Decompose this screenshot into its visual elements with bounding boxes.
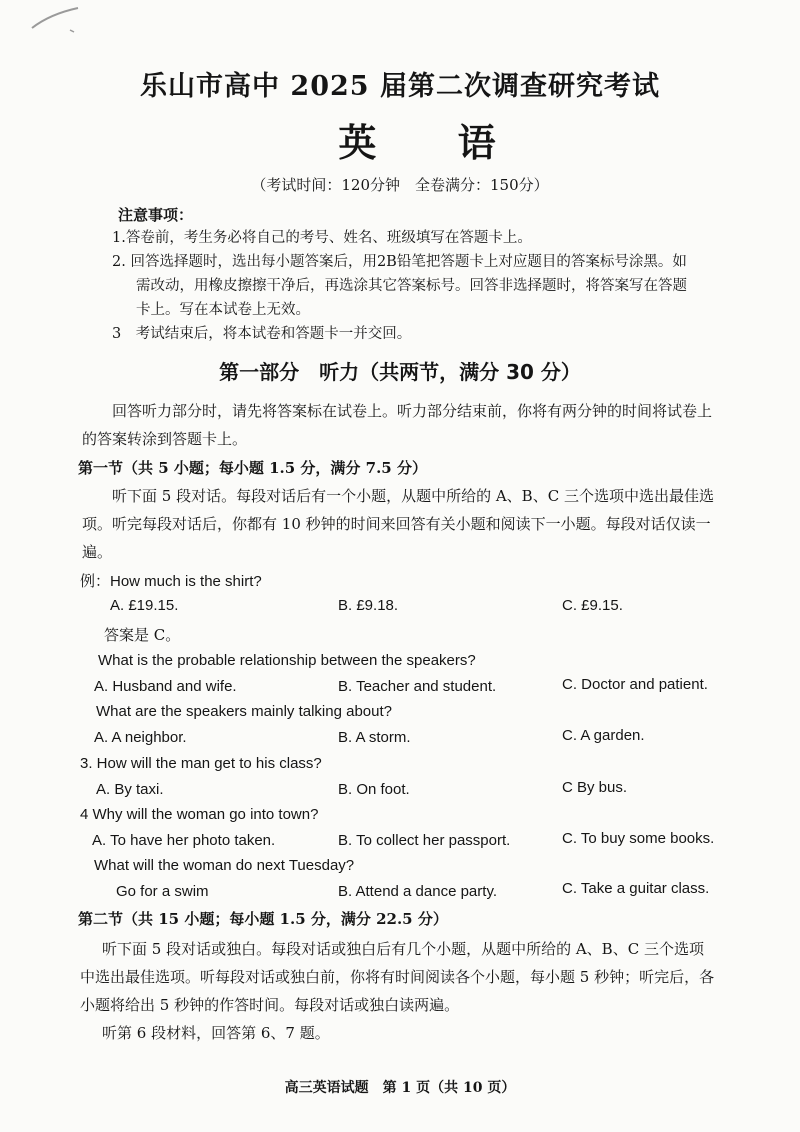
question-5: What will the woman do next Tuesday? (94, 857, 355, 874)
section1-instr-1: 听下面 5 段对话。每段对话后有一个小题，从题中所给的 A、B、C 三个选项中选出最佳选 (112, 487, 714, 505)
section2-title: 第二节（共 15 小题；每小题 1.5 分，满分 22.5 分） (78, 910, 448, 928)
q4-option-c: C. To buy some books. (562, 830, 715, 847)
part1-intro-2: 的答案转涂到答题卡上。 (82, 430, 248, 448)
section2-instr-2: 中选出最佳选项。听每段对话或独白前，你将有时间阅读各个小题，每小题 5 秒钟；听完后，各 (80, 968, 715, 986)
q5-option-c: C. Take a guitar class. (562, 880, 710, 897)
question-4: 4 Why will the woman go into town? (80, 806, 319, 823)
notice-item-2-cont2: 卡上。写在本试卷上无效。 (136, 302, 310, 318)
q3-option-b: B. On foot. (338, 781, 410, 798)
pen-scratch-mark (30, 4, 90, 34)
question-1: What is the probable relationship between the speakers? (98, 652, 476, 669)
example-answer: 答案是 C。 (104, 626, 181, 644)
subject-title: 英 语 (338, 120, 530, 165)
section1-instr-3: 遍。 (82, 543, 113, 561)
exam-title: 乐山市高中 2025 届第二次调查研究考试 (140, 71, 660, 102)
q5-option-b: B. Attend a dance party. (338, 883, 497, 900)
notice-title: 注意事项： (118, 206, 194, 224)
notice-item-2-cont: 需改动，用橡皮擦擦干净后，再选涂其它答案标号。回答非选择题时，将答案写在答题 (136, 278, 687, 294)
q5-option-a: Go for a swim (116, 883, 209, 900)
question-2: What are the speakers mainly talking about? (96, 703, 392, 720)
q1-option-a: A. Husband and wife. (94, 678, 237, 695)
notice-item-3: 3 考试结束后，将本试卷和答题卡一并交回。 (112, 326, 412, 342)
q2-option-c: C. A garden. (562, 727, 645, 744)
question-3: 3. How will the man get to his class? (80, 755, 322, 772)
example-option-b: B. £9.18. (338, 597, 399, 614)
section2-instr-3: 小题将给出 5 秒钟的作答时间。每段对话或独白读两遍。 (80, 996, 460, 1014)
section1-title: 第一节（共 5 小题；每小题 1.5 分，满分 7.5 分） (78, 459, 427, 477)
q3-option-a: A. By taxi. (96, 781, 164, 798)
q2-option-b: B. A storm. (338, 729, 411, 746)
q2-option-a: A. A neighbor. (94, 729, 187, 746)
example-option-a: A. £19.15. (110, 597, 179, 614)
part1-title: 第一部分 听力（共两节，满分 30 分） (219, 360, 581, 384)
notice-item-1: 1.答卷前，考生务必将自己的考号、姓名、班级填写在答题卡上。 (112, 230, 532, 246)
part1-intro-1: 回答听力部分时，请先将答案标在试卷上。听力部分结束前，你将有两分钟的时间将试卷上 (112, 402, 713, 420)
notice-item-2: 2. 回答选择题时，选出每小题答案后，用2B铅笔把答题卡上对应题目的答案标号涂黑。如 (112, 254, 687, 270)
exam-time-info: （考试时间：120分钟 全卷满分：150分） (251, 176, 549, 194)
q1-option-c: C. Doctor and patient. (562, 676, 708, 693)
section2-instr-4: 听第 6 段材料，回答第 6、7 题。 (102, 1024, 330, 1042)
q3-option-c: C By bus. (562, 779, 628, 796)
example-option-c: C. £9.15. (562, 597, 623, 614)
section1-instr-2: 项。听完每段对话后，你都有 10 秒钟的时间来回答有关小题和阅读下一小题。每段对话仅读一 (82, 515, 711, 533)
q4-option-a: A. To have her photo taken. (92, 832, 276, 849)
q4-option-b: B. To collect her passport. (338, 832, 511, 849)
page-footer: 高三英语试题 第 1 页（共 10 页） (284, 1080, 516, 1096)
section2-instr-1: 听下面 5 段对话或独白。每段对话或独白后有几个小题，从题中所给的 A、B、C 三个选项 (102, 940, 704, 958)
example-question: 例：How much is the shirt? (80, 573, 262, 590)
q1-option-b: B. Teacher and student. (338, 678, 497, 695)
